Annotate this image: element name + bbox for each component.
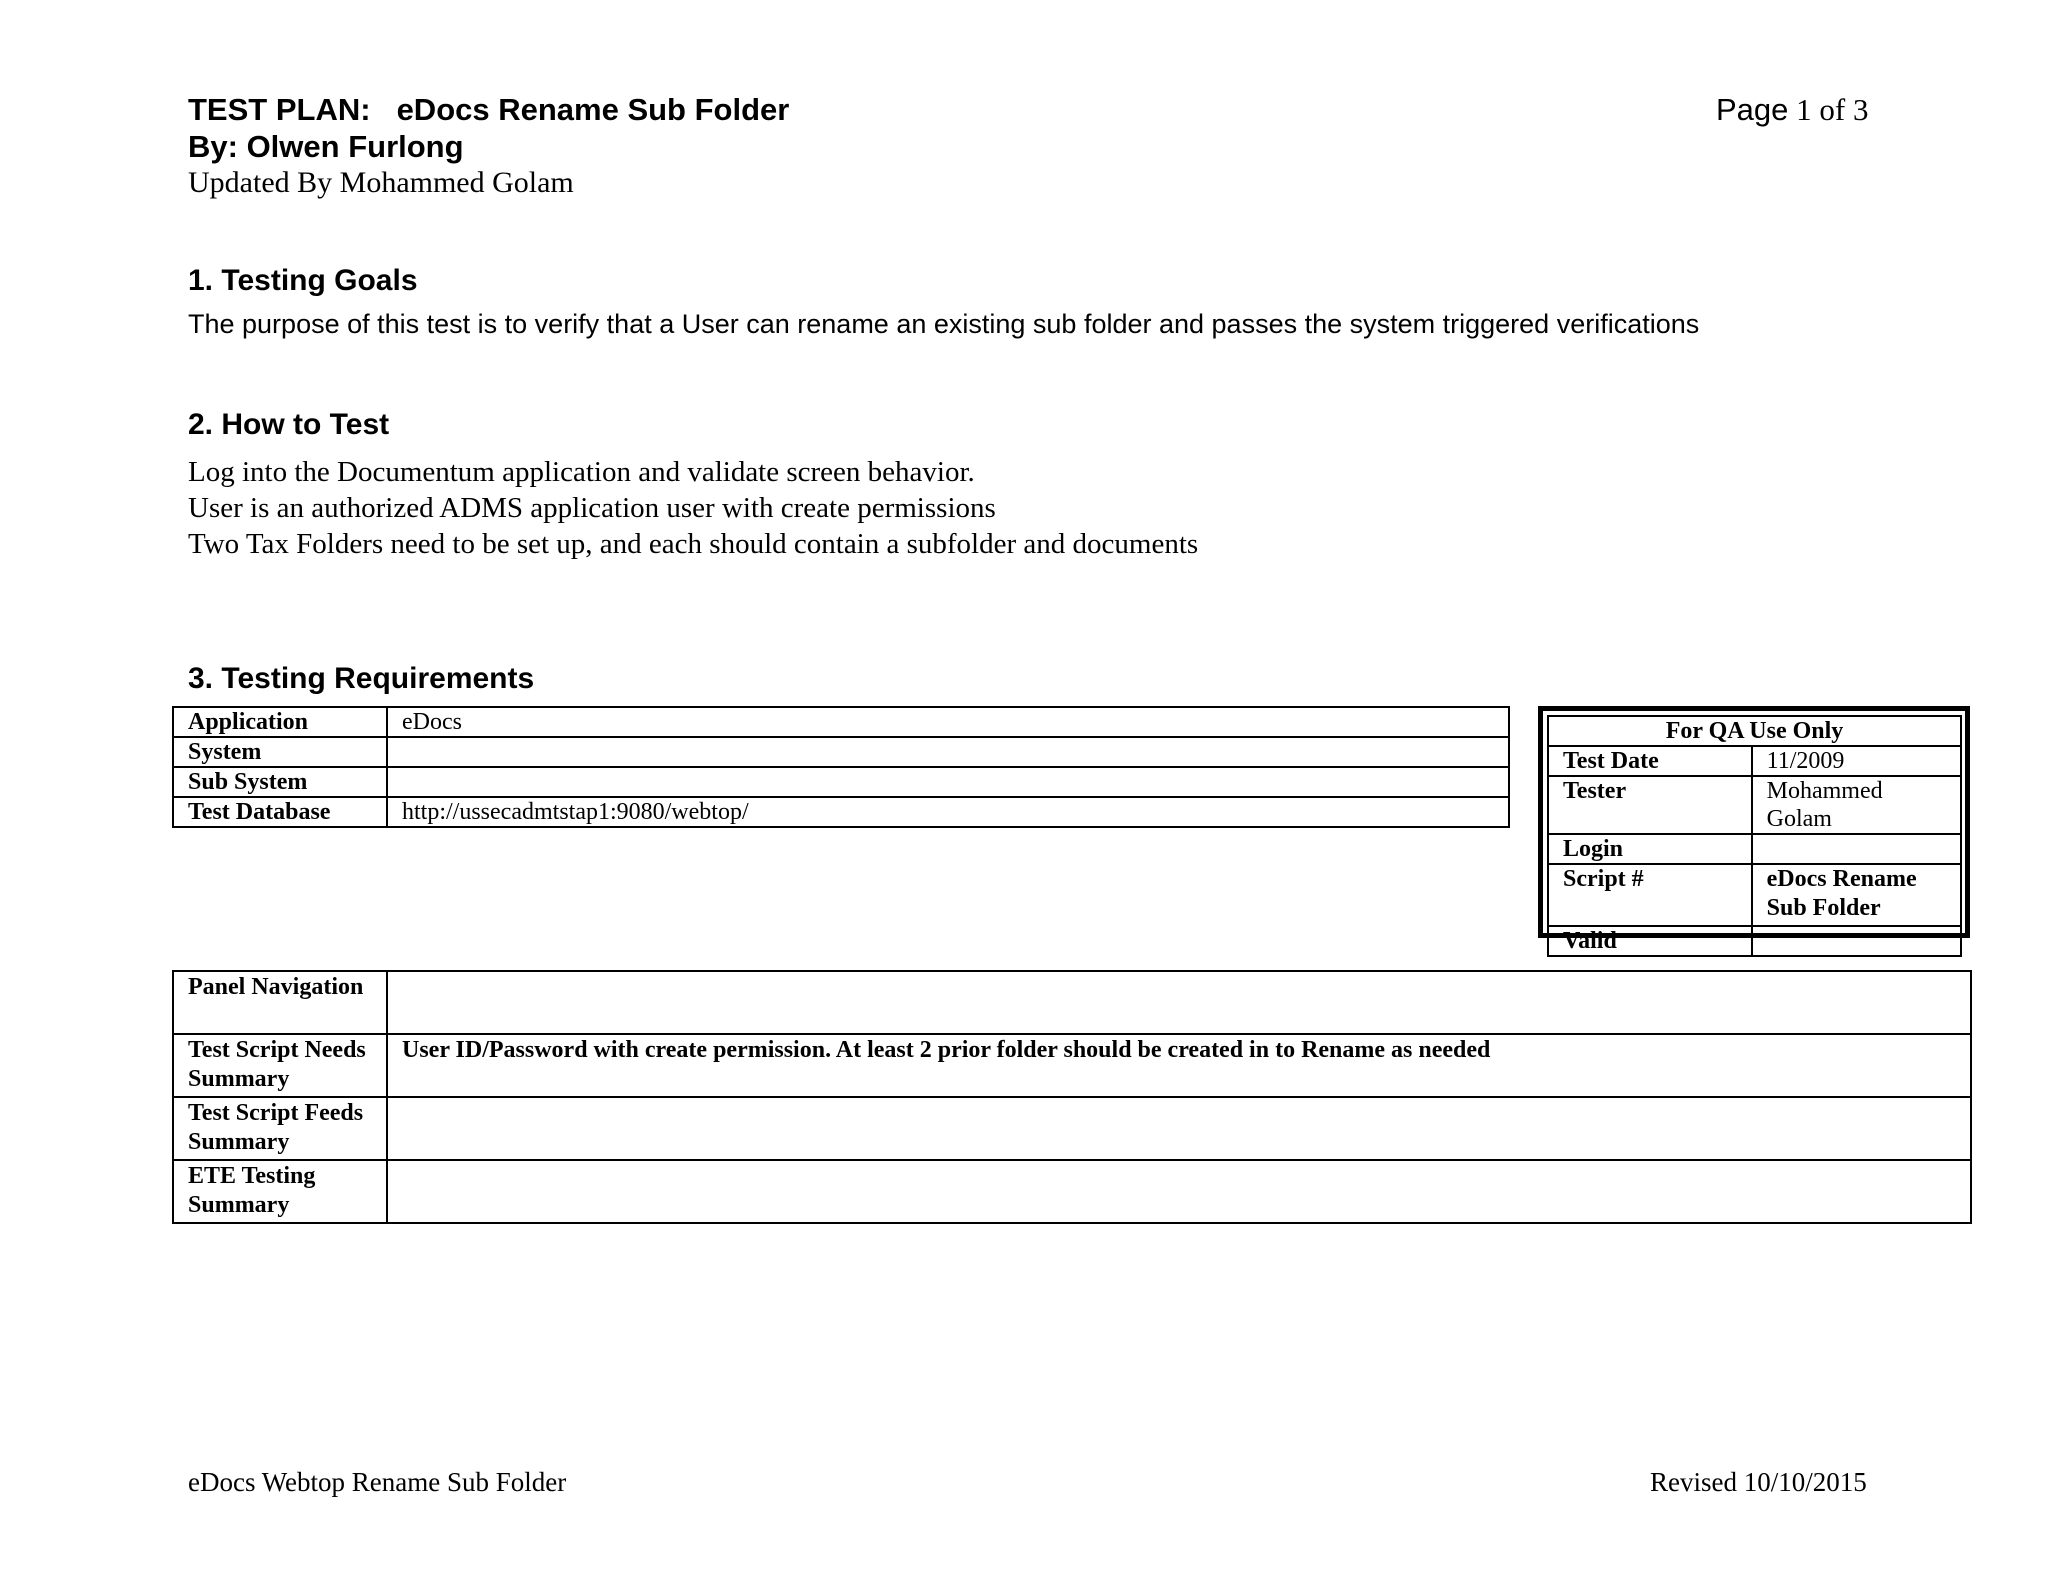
row-value: eDocs Rename Sub Folder xyxy=(1752,864,1961,926)
page-count: 1 of 3 xyxy=(1796,92,1869,127)
row-label: Login xyxy=(1548,834,1752,864)
page-word: Page xyxy=(1716,92,1789,127)
requirements-table xyxy=(172,706,1510,828)
table-row xyxy=(173,1160,1971,1223)
row-value xyxy=(387,1160,1971,1223)
testing-goals-heading: 1. Testing Goals xyxy=(188,264,418,297)
testing-requirements-heading: 3. Testing Requirements xyxy=(188,662,535,695)
table-row xyxy=(1548,746,1961,776)
how-to-test-line: User is an authorized ADMS application user with create permissions xyxy=(188,492,996,524)
row-value xyxy=(387,767,1509,797)
row-label: Valid xyxy=(1548,926,1752,956)
panel-table xyxy=(172,970,1972,1224)
table-row xyxy=(173,1034,1971,1097)
how-to-test-line: Log into the Documentum application and validate screen behavior. xyxy=(188,456,975,488)
row-label: Application xyxy=(173,707,387,737)
table-row xyxy=(173,971,1971,1034)
updated-by-line: Updated By Mohammed Golam xyxy=(188,166,574,199)
qa-use-only-box xyxy=(1538,706,1970,954)
document-title xyxy=(188,92,789,128)
row-label: Tester xyxy=(1548,776,1752,834)
how-to-test-line: Two Tax Folders need to be set up, and each should contain a subfolder and documents xyxy=(188,528,1199,560)
row-label: Test Date xyxy=(1548,746,1752,776)
title-name: eDocs Rename Sub Folder xyxy=(396,92,790,127)
row-label: Sub System xyxy=(173,767,387,797)
table-row xyxy=(173,767,1509,797)
row-value xyxy=(387,971,1971,1034)
how-to-test-heading: 2. How to Test xyxy=(188,408,390,441)
row-value: 11/2009 xyxy=(1752,746,1961,776)
footer-document-name: eDocs Webtop Rename Sub Folder xyxy=(188,1467,567,1497)
table-row xyxy=(173,797,1509,827)
row-label: Test Script Feeds Summary xyxy=(173,1097,387,1160)
title-prefix: TEST PLAN: xyxy=(188,92,371,127)
table-row xyxy=(1548,834,1961,864)
row-label: Script # xyxy=(1548,864,1752,926)
row-label: Test Script Needs Summary xyxy=(173,1034,387,1097)
table-row xyxy=(1548,716,1961,746)
row-value xyxy=(387,737,1509,767)
row-value: eDocs xyxy=(387,707,1509,737)
table-row xyxy=(1548,864,1961,926)
row-label: System xyxy=(173,737,387,767)
testing-goals-text: The purpose of this test is to verify that a User can rename an existing sub folder and passes the system triggered verifications xyxy=(188,309,1700,339)
footer-revision-date: Revised 10/10/2015 xyxy=(1650,1467,1867,1497)
row-value xyxy=(1752,926,1961,956)
table-row xyxy=(173,737,1509,767)
row-value: User ID/Password with create permission. At least 2 prior folder should be created in to Rename as needed xyxy=(387,1034,1971,1097)
row-value: http://ussecadmtstap1:9080/webtop/ xyxy=(387,797,1509,827)
row-value xyxy=(1752,834,1961,864)
author-line: By: Olwen Furlong xyxy=(188,129,464,164)
row-label: Panel Navigation xyxy=(173,971,387,1034)
qa-table xyxy=(1547,715,1962,957)
row-value xyxy=(387,1097,1971,1160)
page-number xyxy=(1716,92,1868,128)
table-row xyxy=(173,1097,1971,1160)
row-label: ETE Testing Summary xyxy=(173,1160,387,1223)
row-value: Mohammed Golam xyxy=(1752,776,1961,834)
qa-table-heading: For QA Use Only xyxy=(1548,716,1961,746)
row-label: Test Database xyxy=(173,797,387,827)
table-row xyxy=(1548,926,1961,956)
table-row xyxy=(173,707,1509,737)
table-row xyxy=(1548,776,1961,834)
